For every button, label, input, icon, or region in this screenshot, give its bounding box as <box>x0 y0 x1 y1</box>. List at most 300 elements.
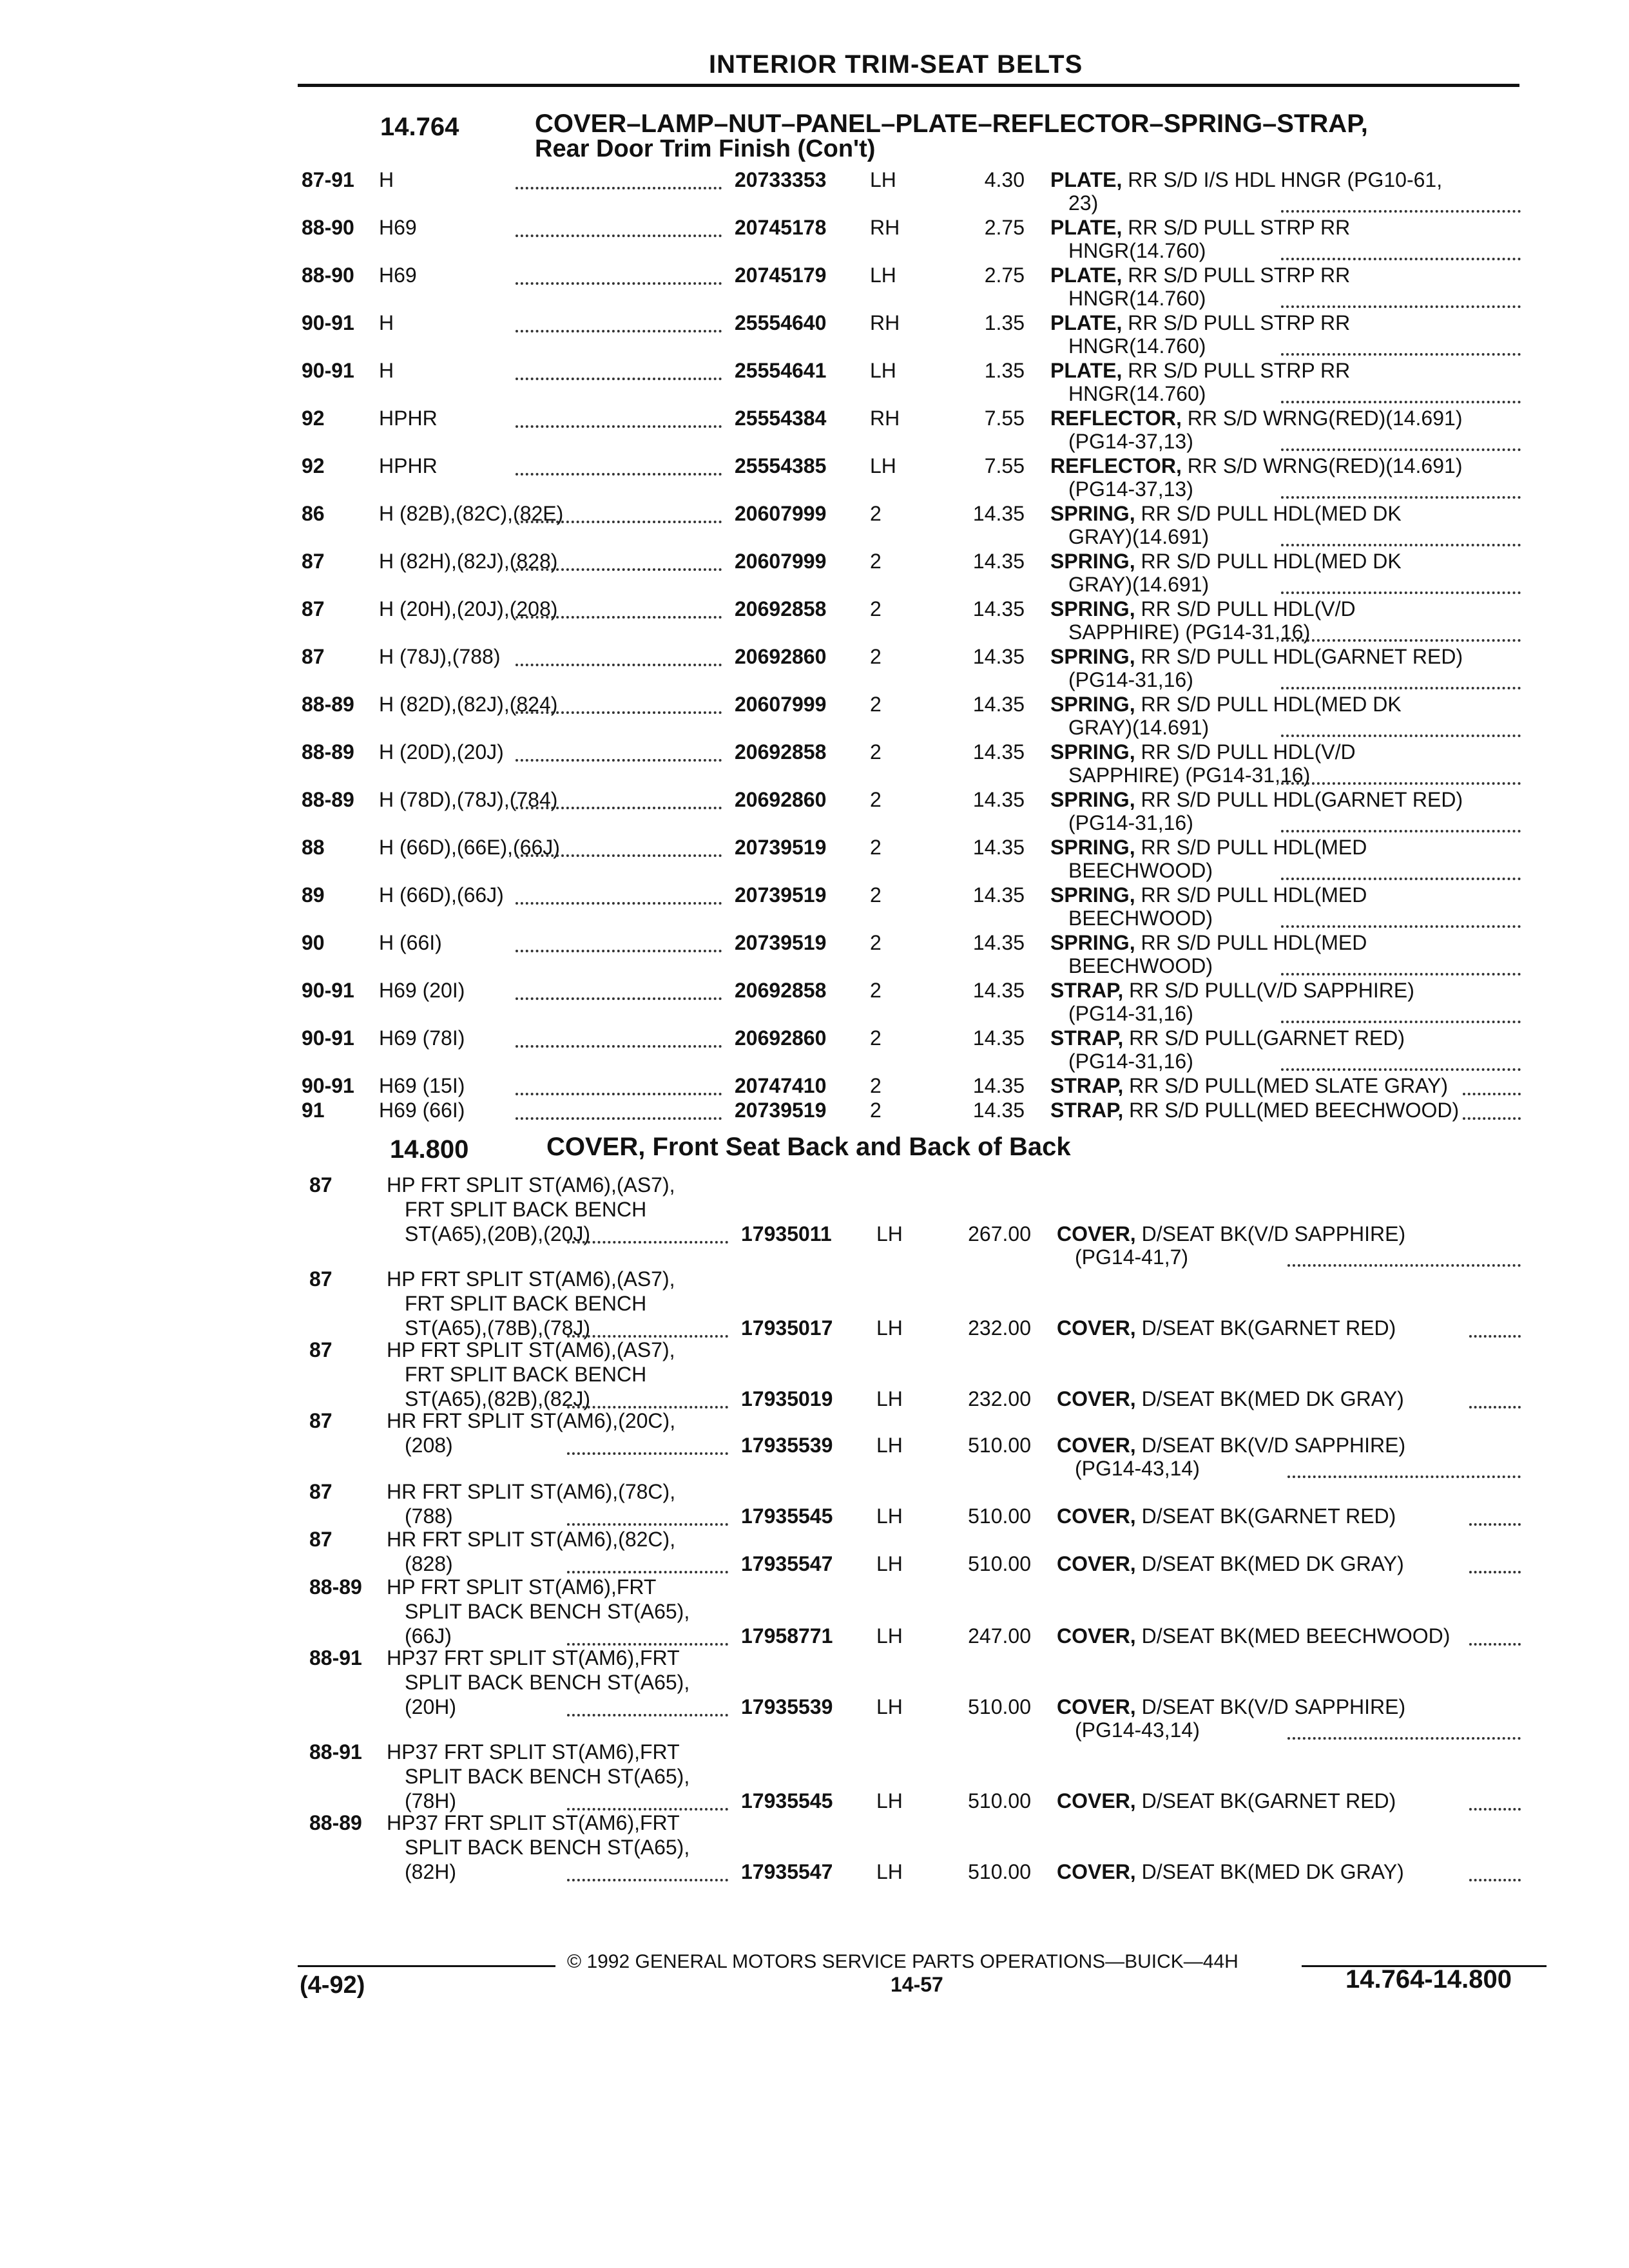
description-part-name: PLATE, <box>1050 311 1123 334</box>
model-year: 87 <box>302 550 325 573</box>
leader-dots <box>516 282 722 285</box>
description-text: RR S/D WRNG(RED)(14.691) <box>1181 407 1463 430</box>
leader-dots <box>1469 1571 1521 1573</box>
price: 14.35 <box>972 693 1025 716</box>
footer-section-range: 14.764-14.800 <box>1345 1965 1512 1994</box>
quantity: 2 <box>870 979 882 1002</box>
quantity: RH <box>870 216 900 239</box>
quantity: 2 <box>870 740 882 764</box>
description-text: RR S/D PULL HDL(V/D <box>1135 740 1356 764</box>
description-continued: (PG14-41,7) <box>1075 1245 1189 1269</box>
description-part-name: PLATE, <box>1050 264 1123 287</box>
leader-dots <box>516 568 722 571</box>
description-part-name: COVER, <box>1057 1387 1136 1410</box>
description-continued: BEECHWOOD) <box>1068 859 1213 882</box>
description <box>1050 978 1414 1003</box>
model-year: 88-89 <box>302 788 354 811</box>
leader-dots <box>1281 1021 1521 1023</box>
leader-dots <box>516 521 722 523</box>
part-number: 20692860 <box>735 645 827 668</box>
description-text: D/SEAT BK(V/D SAPPHIRE) <box>1135 1434 1406 1457</box>
leader-dots <box>1469 1643 1521 1646</box>
model-code: HP FRT SPLIT ST(AM6),(AS7), <box>387 1173 675 1196</box>
description <box>1050 311 1350 335</box>
part-number: 17958771 <box>741 1624 833 1648</box>
model-code: (208) <box>405 1434 453 1457</box>
quantity: LH <box>876 1504 903 1528</box>
quantity: LH <box>870 454 896 477</box>
leader-dots <box>516 854 722 857</box>
quantity: 2 <box>870 597 882 620</box>
model-code: H69 (15I) <box>379 1074 465 1097</box>
model-code: H <box>379 168 394 191</box>
description-continued: (PG14-31,16) <box>1068 668 1193 691</box>
quantity: LH <box>876 1434 903 1457</box>
price: 14.35 <box>972 979 1025 1002</box>
model-code: ST(A65),(82B),(82J) <box>405 1387 591 1410</box>
leader-dots <box>1281 305 1521 308</box>
model-code: H69 (20I) <box>379 979 465 1002</box>
description <box>1057 1316 1396 1340</box>
model-code: HR FRT SPLIT ST(AM6),(78C), <box>387 1480 676 1503</box>
description-text: D/SEAT BK(GARNET RED) <box>1135 1504 1396 1528</box>
description-text: RR S/D PULL HDL(MED DK <box>1135 550 1402 573</box>
leader-dots <box>1469 1523 1521 1526</box>
part-number: 20692860 <box>735 788 827 811</box>
leader-dots <box>516 330 722 332</box>
model-code: H (82D),(82J),(824) <box>379 693 558 716</box>
leader-dots <box>567 1241 728 1244</box>
description-part-name: COVER, <box>1057 1624 1136 1648</box>
description-continued: (PG14-31,16) <box>1068 811 1193 834</box>
section-title: COVER–LAMP–NUT–PANEL–PLATE–REFLECTOR–SPRING–STRAP, <box>535 110 1368 138</box>
leader-dots <box>516 235 722 237</box>
model-code: FRT SPLIT BACK BENCH <box>405 1363 647 1386</box>
description-part-name: REFLECTOR, <box>1050 454 1182 477</box>
model-code: (20H) <box>405 1695 457 1718</box>
description-part-name: COVER, <box>1057 1860 1136 1883</box>
leader-dots <box>1469 1406 1521 1408</box>
description <box>1050 406 1462 430</box>
description-part-name: COVER, <box>1057 1789 1136 1812</box>
model-year: 87 <box>309 1338 333 1361</box>
description-text: RR S/D PULL STRP RR <box>1122 216 1351 239</box>
description <box>1057 1552 1404 1576</box>
description <box>1050 835 1367 860</box>
description-part-name: COVER, <box>1057 1434 1136 1457</box>
description-continued: 23) <box>1068 191 1099 215</box>
quantity: 2 <box>870 502 882 525</box>
part-number: 20747410 <box>735 1074 827 1097</box>
price: 14.35 <box>972 1026 1025 1050</box>
leader-dots <box>516 473 722 476</box>
section-subtitle: Rear Door Trim Finish (Con't) <box>535 135 876 162</box>
description-part-name: SPRING, <box>1050 502 1135 525</box>
quantity: 2 <box>870 550 882 573</box>
quantity: 2 <box>870 1074 882 1097</box>
section-title: COVER, Front Seat Back and Back of Back <box>546 1133 1071 1161</box>
part-number: 17935539 <box>741 1434 833 1457</box>
model-code: H (66D),(66E),(66J) <box>379 836 560 859</box>
description-continued: SAPPHIRE) (PG14-31,16) <box>1068 620 1311 644</box>
leader-dots <box>516 759 722 762</box>
description-part-name: PLATE, <box>1050 216 1123 239</box>
leader-dots <box>1281 925 1521 928</box>
part-number: 17935017 <box>741 1316 833 1340</box>
model-year: 87 <box>309 1173 333 1196</box>
model-code: H (78D),(78J),(784) <box>379 788 558 811</box>
description-part-name: SPRING, <box>1050 597 1135 620</box>
description-part-name: SPRING, <box>1050 740 1135 764</box>
leader-dots <box>1281 1068 1521 1071</box>
model-year: 87-91 <box>302 168 354 191</box>
leader-dots <box>1463 1093 1521 1095</box>
leader-dots <box>516 664 722 666</box>
part-number: 25554641 <box>735 359 827 382</box>
leader-dots <box>516 711 722 714</box>
part-number: 20692858 <box>735 979 827 1002</box>
model-year: 92 <box>302 407 325 430</box>
description <box>1050 597 1356 621</box>
footer-page-number: 14-57 <box>891 1973 943 1996</box>
description-text: RR S/D WRNG(RED)(14.691) <box>1181 454 1463 477</box>
description-part-name: SPRING, <box>1050 931 1135 954</box>
leader-dots <box>516 902 722 905</box>
model-year: 87 <box>309 1267 333 1291</box>
quantity: LH <box>870 168 896 191</box>
description-text: D/SEAT BK(V/D SAPPHIRE) <box>1135 1695 1406 1718</box>
quantity: LH <box>876 1222 903 1245</box>
leader-dots <box>1281 830 1521 832</box>
description-text: RR S/D PULL HDL(V/D <box>1135 597 1356 620</box>
price: 247.00 <box>968 1624 1031 1648</box>
part-number: 17935539 <box>741 1695 833 1718</box>
description-continued: BEECHWOOD) <box>1068 954 1213 977</box>
model-code: HP37 FRT SPLIT ST(AM6),FRT <box>387 1646 680 1669</box>
leader-dots <box>1281 258 1521 260</box>
header-rule <box>298 84 1519 87</box>
description <box>1050 930 1367 955</box>
model-code: (788) <box>405 1504 453 1528</box>
description-part-name: PLATE, <box>1050 168 1123 191</box>
model-year: 88-89 <box>302 740 354 764</box>
description-part-name: STRAP, <box>1050 979 1124 1002</box>
description-text: RR S/D PULL(V/D SAPPHIRE) <box>1123 979 1414 1002</box>
description <box>1050 168 1442 192</box>
description-text: D/SEAT BK(GARNET RED) <box>1135 1789 1396 1812</box>
price: 2.75 <box>984 216 1025 239</box>
description-part-name: REFLECTOR, <box>1050 407 1182 430</box>
leader-dots <box>1281 687 1521 689</box>
description-part-name: COVER, <box>1057 1695 1136 1718</box>
price: 14.35 <box>972 597 1025 620</box>
quantity: 2 <box>870 836 882 859</box>
description-text: D/SEAT BK(MED DK GRAY) <box>1135 1552 1404 1575</box>
description <box>1057 1624 1450 1648</box>
model-code: H (82H),(82J),(828) <box>379 550 558 573</box>
description-part-name: SPRING, <box>1050 788 1135 811</box>
part-number: 17935545 <box>741 1789 833 1812</box>
description-continued: GRAY)(14.691) <box>1068 716 1210 739</box>
quantity: 2 <box>870 645 882 668</box>
price: 1.35 <box>984 311 1025 334</box>
part-number: 20739519 <box>735 1099 827 1122</box>
description <box>1057 1695 1405 1719</box>
description-part-name: COVER, <box>1057 1222 1136 1245</box>
price: 510.00 <box>968 1434 1031 1457</box>
price: 267.00 <box>968 1222 1031 1245</box>
part-number: 17935545 <box>741 1504 833 1528</box>
description-text: RR S/D PULL HDL(MED <box>1135 883 1367 907</box>
description-text: D/SEAT BK(MED BEECHWOOD) <box>1135 1624 1451 1648</box>
part-number: 20607999 <box>735 502 827 525</box>
description-continued: (PG14-31,16) <box>1068 1050 1193 1073</box>
part-number: 20739519 <box>735 931 827 954</box>
quantity: LH <box>876 1552 903 1575</box>
description-part-name: STRAP, <box>1050 1026 1124 1050</box>
price: 510.00 <box>968 1504 1031 1528</box>
part-number: 20733353 <box>735 168 827 191</box>
quantity: LH <box>870 359 896 382</box>
leader-dots <box>1281 973 1521 975</box>
description-continued: (PG14-43,14) <box>1075 1457 1200 1480</box>
description-part-name: SPRING, <box>1050 550 1135 573</box>
quantity: 2 <box>870 883 882 907</box>
part-number: 20692860 <box>735 1026 827 1050</box>
model-code: HP FRT SPLIT ST(AM6),(AS7), <box>387 1267 675 1291</box>
price: 7.55 <box>984 454 1025 477</box>
model-year: 90-91 <box>302 311 354 334</box>
leader-dots <box>567 1523 728 1526</box>
price: 14.35 <box>972 788 1025 811</box>
leader-dots <box>1469 1808 1521 1811</box>
price: 510.00 <box>968 1552 1031 1575</box>
price: 232.00 <box>968 1387 1031 1410</box>
description-continued: HNGR(14.760) <box>1068 239 1206 262</box>
model-year: 87 <box>309 1480 333 1503</box>
model-code: H69 <box>379 216 417 239</box>
model-code: H69 <box>379 264 417 287</box>
leader-dots <box>1281 878 1521 880</box>
section-number: 14.800 <box>390 1135 469 1164</box>
leader-dots <box>1281 544 1521 546</box>
model-year: 86 <box>302 502 325 525</box>
price: 14.35 <box>972 740 1025 764</box>
description-part-name: SPRING, <box>1050 836 1135 859</box>
model-year: 90-91 <box>302 359 354 382</box>
description-part-name: SPRING, <box>1050 693 1135 716</box>
leader-dots <box>516 616 722 619</box>
leader-dots <box>1287 1264 1521 1267</box>
model-code: ST(A65),(78B),(78J) <box>405 1316 591 1340</box>
price: 14.35 <box>972 550 1025 573</box>
description-text: RR S/D PULL HDL(MED <box>1135 931 1367 954</box>
model-code: H <box>379 311 394 334</box>
model-year: 88-89 <box>309 1811 362 1834</box>
description-text: RR S/D PULL HDL(MED DK <box>1135 502 1402 525</box>
model-code: HP37 FRT SPLIT ST(AM6),FRT <box>387 1811 680 1834</box>
quantity: 2 <box>870 693 882 716</box>
description <box>1057 1433 1405 1457</box>
leader-dots <box>567 1452 728 1455</box>
description-part-name: PLATE, <box>1050 359 1123 382</box>
model-code: (66J) <box>405 1624 452 1648</box>
description-text: D/SEAT BK(MED DK GRAY) <box>1135 1387 1404 1410</box>
model-year: 90-91 <box>302 979 354 1002</box>
quantity: 2 <box>870 788 882 811</box>
description-part-name: COVER, <box>1057 1504 1136 1528</box>
part-number: 17935547 <box>741 1552 833 1575</box>
price: 14.35 <box>972 883 1025 907</box>
model-year: 88-89 <box>302 693 354 716</box>
description <box>1050 1098 1459 1122</box>
description-continued: SAPPHIRE) (PG14-31,16) <box>1068 764 1311 787</box>
price: 14.35 <box>972 931 1025 954</box>
price: 14.35 <box>972 645 1025 668</box>
model-code: H69 (78I) <box>379 1026 465 1050</box>
model-code: HP FRT SPLIT ST(AM6),(AS7), <box>387 1338 675 1361</box>
model-code: H <box>379 359 394 382</box>
model-year: 90-91 <box>302 1026 354 1050</box>
model-code: HP FRT SPLIT ST(AM6),FRT <box>387 1575 657 1599</box>
model-code: FRT SPLIT BACK BENCH <box>405 1292 647 1315</box>
leader-dots <box>516 187 722 189</box>
description-continued: HNGR(14.760) <box>1068 334 1206 358</box>
quantity: RH <box>870 311 900 334</box>
description <box>1050 787 1463 812</box>
leader-dots <box>516 425 722 428</box>
description <box>1050 501 1402 526</box>
quantity: LH <box>876 1789 903 1812</box>
description-part-name: STRAP, <box>1050 1099 1124 1122</box>
description <box>1050 549 1402 573</box>
description-text: RR S/D PULL STRP RR <box>1122 311 1351 334</box>
quantity: LH <box>870 264 896 287</box>
leader-dots <box>1281 210 1521 213</box>
description-part-name: COVER, <box>1057 1316 1136 1340</box>
price: 7.55 <box>984 407 1025 430</box>
price: 232.00 <box>968 1316 1031 1340</box>
model-year: 90 <box>302 931 325 954</box>
part-number: 20692858 <box>735 740 827 764</box>
model-year: 87 <box>309 1528 333 1551</box>
part-number: 17935547 <box>741 1860 833 1883</box>
description-part-name: STRAP, <box>1050 1074 1124 1097</box>
description-text: RR S/D I/S HDL HNGR (PG10-61, <box>1122 168 1443 191</box>
model-code: (82H) <box>405 1860 457 1883</box>
description-text: D/SEAT BK(MED DK GRAY) <box>1135 1860 1404 1883</box>
description <box>1057 1860 1404 1884</box>
model-year: 92 <box>302 454 325 477</box>
description-text: RR S/D PULL STRP RR <box>1122 359 1351 382</box>
leader-dots <box>1469 1879 1521 1881</box>
description <box>1050 358 1350 383</box>
description-text: RR S/D PULL(GARNET RED) <box>1123 1026 1405 1050</box>
price: 14.35 <box>972 1074 1025 1097</box>
description-continued: (PG14-31,16) <box>1068 1002 1193 1025</box>
leader-dots <box>516 997 722 1000</box>
leader-dots <box>1469 1335 1521 1338</box>
section-number: 14.764 <box>380 113 459 141</box>
model-code: HPHR <box>379 454 438 477</box>
part-number: 25554640 <box>735 311 827 334</box>
model-year: 87 <box>302 597 325 620</box>
quantity: 2 <box>870 1026 882 1050</box>
price: 510.00 <box>968 1860 1031 1883</box>
leader-dots <box>567 1714 728 1716</box>
footer-rule-left <box>298 1965 555 1967</box>
price: 2.75 <box>984 264 1025 287</box>
quantity: RH <box>870 407 900 430</box>
quantity: 2 <box>870 931 882 954</box>
leader-dots <box>1281 401 1521 403</box>
model-code: HR FRT SPLIT ST(AM6),(20C), <box>387 1409 676 1432</box>
model-year: 88-91 <box>309 1646 362 1669</box>
model-year: 87 <box>309 1409 333 1432</box>
model-code: H69 (66I) <box>379 1099 465 1122</box>
price: 1.35 <box>984 359 1025 382</box>
leader-dots <box>516 950 722 952</box>
part-number: 20607999 <box>735 693 827 716</box>
model-year: 87 <box>302 645 325 668</box>
part-number: 20739519 <box>735 883 827 907</box>
model-code: H (20H),(20J),(208) <box>379 597 558 620</box>
page-header-title: INTERIOR TRIM-SEAT BELTS <box>709 50 1083 79</box>
leader-dots <box>516 807 722 809</box>
description <box>1050 454 1462 478</box>
part-number: 20739519 <box>735 836 827 859</box>
model-year: 91 <box>302 1099 325 1122</box>
quantity: LH <box>876 1387 903 1410</box>
price: 4.30 <box>984 168 1025 191</box>
description <box>1057 1222 1405 1246</box>
model-code: H (66I) <box>379 931 442 954</box>
description <box>1050 883 1367 907</box>
leader-dots <box>1281 639 1521 642</box>
description <box>1050 1073 1448 1098</box>
model-year: 88-91 <box>309 1740 362 1763</box>
description-continued: (PG14-37,13) <box>1068 477 1193 501</box>
quantity: LH <box>876 1316 903 1340</box>
description-continued: GRAY)(14.691) <box>1068 573 1210 596</box>
description-continued: GRAY)(14.691) <box>1068 525 1210 548</box>
model-code: (78H) <box>405 1789 457 1812</box>
price: 14.35 <box>972 1099 1025 1122</box>
description <box>1050 1026 1405 1050</box>
description-continued: HNGR(14.760) <box>1068 287 1206 310</box>
footer-copyright: © 1992 GENERAL MOTORS SERVICE PARTS OPERATIONS—BUICK—44H <box>567 1951 1239 1972</box>
description-text: RR S/D PULL HDL(MED DK <box>1135 693 1402 716</box>
part-number: 20745179 <box>735 264 827 287</box>
leader-dots <box>516 1117 722 1120</box>
model-code: FRT SPLIT BACK BENCH <box>405 1198 647 1221</box>
quantity: LH <box>876 1624 903 1648</box>
model-year: 88-90 <box>302 216 354 239</box>
description <box>1050 692 1402 716</box>
model-code: SPLIT BACK BENCH ST(A65), <box>405 1600 690 1623</box>
description-text: RR S/D PULL STRP RR <box>1122 264 1351 287</box>
leader-dots <box>516 1093 722 1095</box>
description <box>1057 1387 1404 1411</box>
part-number: 20607999 <box>735 550 827 573</box>
description <box>1057 1504 1396 1528</box>
model-code: SPLIT BACK BENCH ST(A65), <box>405 1765 690 1788</box>
quantity: LH <box>876 1695 903 1718</box>
description-continued: HNGR(14.760) <box>1068 382 1206 405</box>
description-text: RR S/D PULL(MED SLATE GRAY) <box>1123 1074 1449 1097</box>
leader-dots <box>516 1045 722 1048</box>
leader-dots <box>1463 1117 1521 1120</box>
